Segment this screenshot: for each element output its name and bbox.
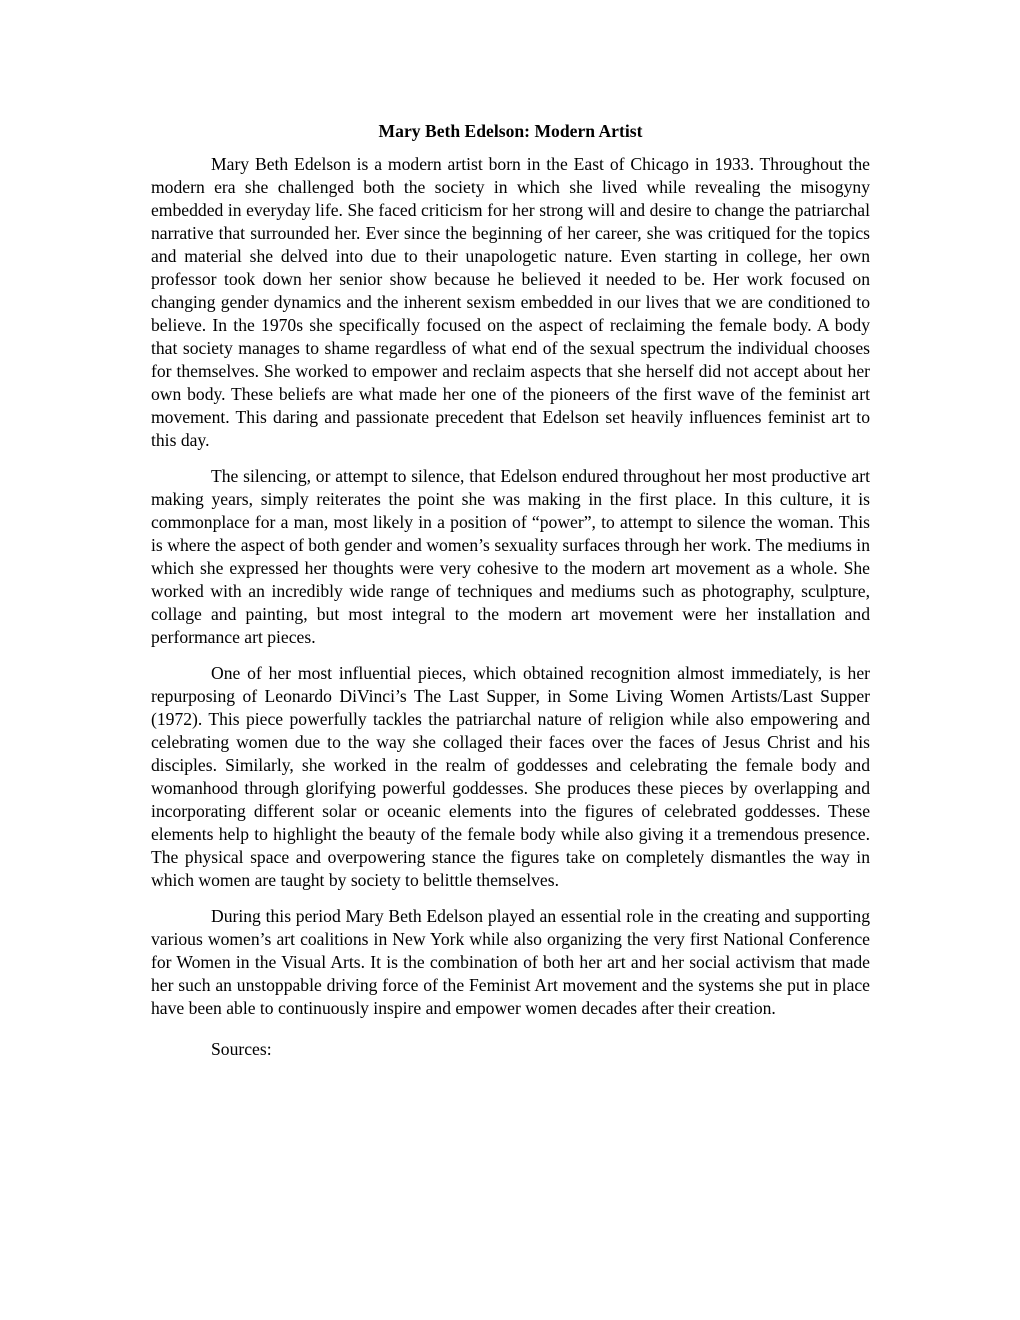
paragraph-silencing: The silencing, or attempt to silence, that Edelson endured throughout her most productive art making years, simply reiterates the point she was making in the first place. In this culture, it is commonplace for a man, most likely in a position of “power”, to attempt to silence the woman. This is where the aspect of both gender and women’s sexuality surfaces through her work. The mediums in which she expressed her thoughts were very cohesive to the modern art movement as a whole. She worked with an incredibly wide range of techniques and mediums such as photography, sculpture, collage and painting, but most integral to the modern art movement were her installation and performance art pieces. [151, 466, 870, 647]
paragraph-activism: During this period Mary Beth Edelson played an essential role in the creating and supporting various women’s art coalitions in New York while also organizing the very first National Conference for Women in the Visual Arts. It is the combination of both her art and her social activism that made her such an unstoppable driving force of the Feminist Art movement and the systems she put in place have been able to continuously inspire and empower women decades after their creation. [151, 906, 870, 1018]
document-page [151, 120, 870, 1061]
paragraph-intro: Mary Beth Edelson is a modern artist born in the East of Chicago in 1933. Throughout the modern era she challenged both the society in which she lived while revealing the misogyny embedded in everyday life. She faced criticism for her strong will and desire to change the patriarchal narrative that surrounded her. Ever since the beginning of her career, she was critiqued for the topics and material she delved into due to their unapologetic nature. Even starting in college, her own professor took down her senior show because he believed it needed to be. Her work focused on changing gender dynamics and the inherent sexism embedded in our lives that we are conditioned to believe. In the 1970s she specifically focused on the aspect of reclaiming the female body. A body that society manages to shame regardless of what end of the sexual spectrum the individual chooses for themselves. She worked to empower and reclaim aspects that she herself did not accept about her own body. These beliefs are what made her one of the pioneers of the first wave of the feminist art movement. This daring and passionate precedent that Edelson set heavily influences feminist art to this day. [151, 154, 870, 450]
document-title: Mary Beth Edelson: Modern Artist [378, 121, 643, 141]
sources-heading: Sources: [211, 1039, 272, 1059]
paragraph-last-supper: One of her most influential pieces, which obtained recognition almost immediately, is her repurposing of Leonardo DiVinci’s The Last Supper, in Some Living Women Artists/Last Supper (1972). This piece powerfully tackles the patriarchal nature of religion while also empowering and celebrating women due to the way she collaged their faces over the faces of Jesus Christ and his disciples. Similarly, she worked in the realm of goddesses and celebrating the female body and womanhood through glorifying powerful goddesses. She produces these pieces by overlapping and incorporating different solar or oceanic elements into the figures of celebrated goddesses. These elements help to highlight the beauty of the female body while also giving it a tremendous presence. The physical space and overpowering stance the figures take on completely dismantles the way in which women are taught by society to belittle themselves. [151, 663, 870, 890]
